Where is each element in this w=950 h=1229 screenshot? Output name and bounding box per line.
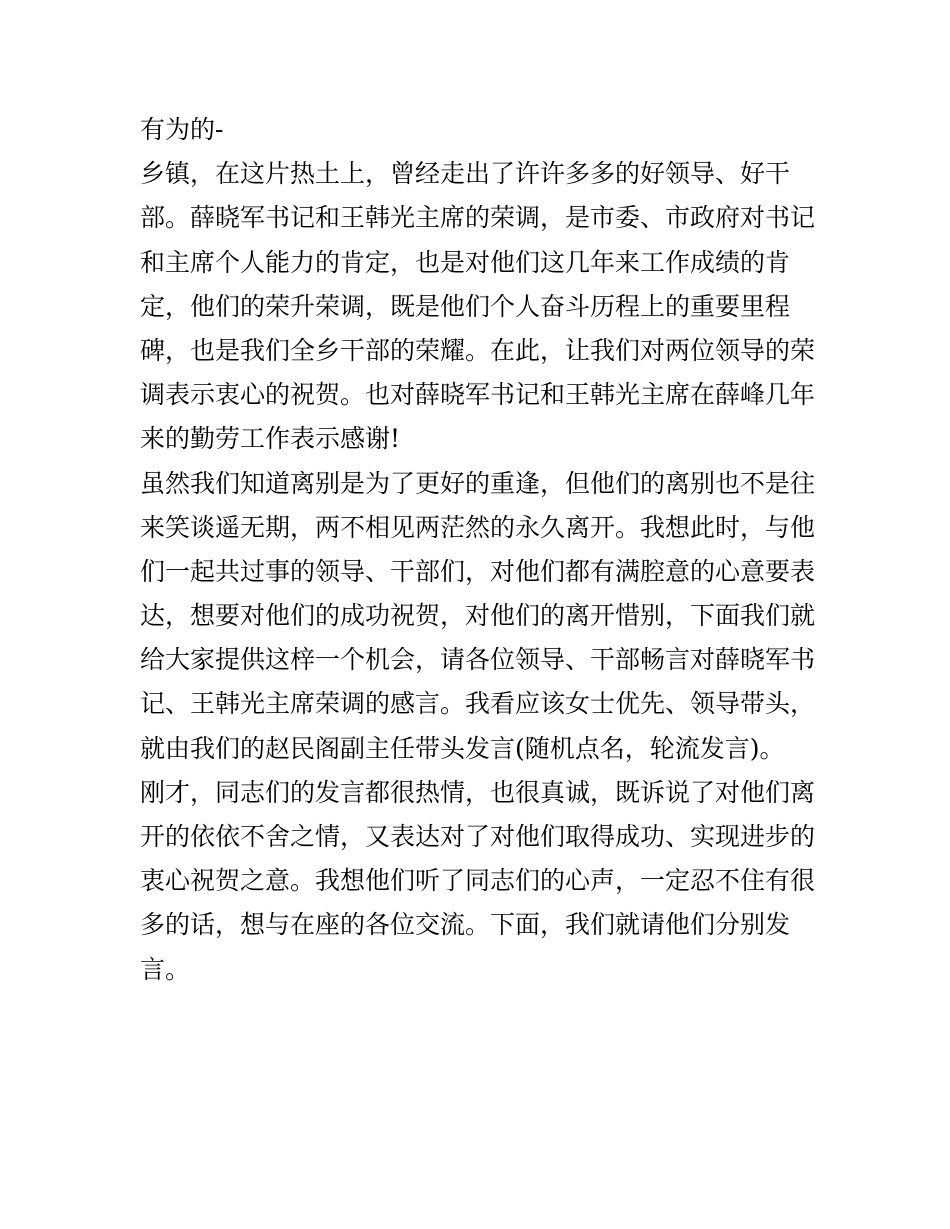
text-line: 碑，也是我们全乡干部的荣耀。在此，让我们对两位领导的荣	[140, 335, 816, 365]
text-line: 就由我们的赵民阁副主任带头发言(随机点名，轮流发言)。	[140, 733, 785, 763]
text-line: 虽然我们知道离别是为了更好的重逢，但他们的离别也不是往	[140, 468, 816, 498]
text-line: 和主席个人能力的肯定，也是对他们这几年来工作成绩的肯	[140, 247, 791, 277]
text-line: 来的勤劳工作表示感谢!	[140, 424, 401, 454]
document-body	[140, 108, 820, 992]
text-line: 们一起共过事的领导、干部们，对他们都有满腔意的心意要表	[140, 556, 816, 586]
text-line: 给大家提供这梓一个机会，请各位领导、干部畅言对薛晓军书	[140, 645, 816, 675]
text-line: 来笑谈遥无期，两不相见两茫然的永久离开。我想此时，与他	[140, 512, 816, 542]
text-line: 开的依依不舍之情，又表达对了对他们取得成功、实现进步的	[140, 822, 816, 851]
text-line: 衷心祝贺之意。我想他们听了同志们的心声，一定忍不住有很	[140, 866, 816, 896]
text-line: 定，他们的荣升荣调，既是他们个人奋斗历程上的重要里程	[140, 291, 791, 321]
text-line: 言。	[140, 954, 191, 984]
text-line: 调表示衷心的祝贺。也对薛晓军书记和王韩光主席在薛峰几年	[140, 380, 816, 410]
text-line: 乡镇，在这片热土上，曾经走出了许许多多的好领导、好干	[140, 159, 791, 189]
text-line: 刚才，同志们的发言都很热情，也很真诚，既诉说了对他们离	[140, 777, 816, 807]
text-line: 有为的-	[140, 115, 224, 144]
text-line: 多的话，想与在座的各位交流。下面，我们就请他们分别发	[140, 910, 791, 940]
text-line: 记、王韩光主席荣调的感言。我看应该女士优先、领导带头，	[140, 689, 816, 719]
text-line: 达，想要对他们的成功祝贺，对他们的离开惜别，下面我们就	[140, 601, 816, 631]
text-line: 部。薛晓军书记和王韩光主席的荣调，是市委、市政府对书记	[140, 203, 816, 233]
